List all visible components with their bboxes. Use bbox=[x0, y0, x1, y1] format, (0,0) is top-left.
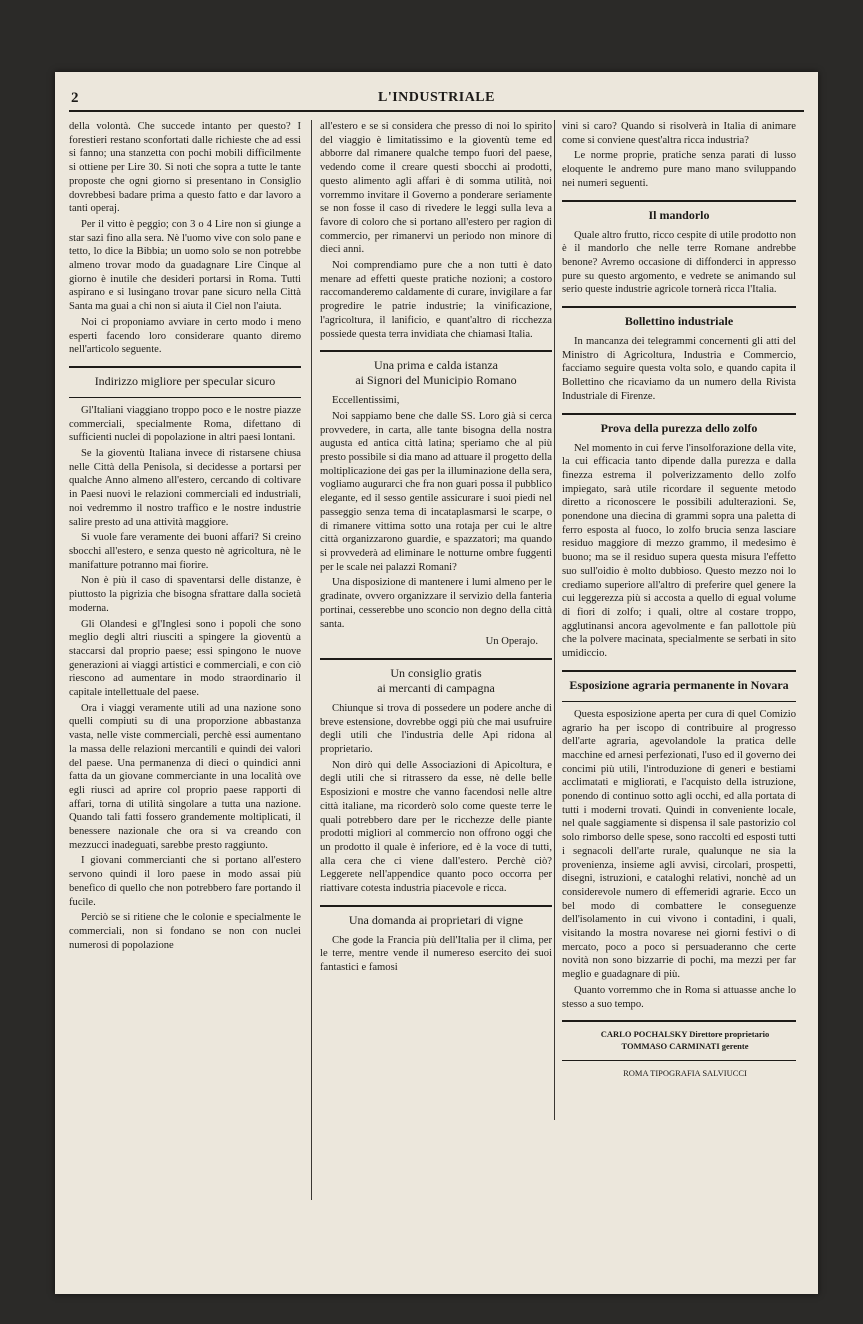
paragraph: Nel momento in cui ferve l'insolforazione della vite, la cui efficacia tanto dipende dalla purezza e dalla finezza estrema il polverizzamento dello zolfo impiegato, sarà utile ricordare il seguente metodo diretto a riconoscere le possibili adulterazioni. Se, ponendone una diecina di grammi sopra una paletta di ferro esposta al fuoco, lo zolfo brucia senza lasciare residuo maggiore di mezzo grammo, il medesimo è buono; ma se il residuo supera questa misura l'effetto suo sull'oidio è molto dubbioso. Questo mezzo noi lo crediamo superiore all'altro di preferire quel genere la cui leggerezza più si accosta a quello di egual volume di fiori di zolfo; i quali, oltre al costare troppo, agglutinansi ancora agevolmente e fan pallottole più che la polvere macinata, specialmente se serbati in sito umidiccio. bbox=[562, 442, 796, 660]
imprint-director: CARLO POCHALSKY Direttore proprietario bbox=[600, 1029, 770, 1040]
section-rule bbox=[562, 670, 796, 672]
section-rule bbox=[562, 413, 796, 415]
section-rule bbox=[320, 905, 552, 907]
column-3 bbox=[562, 120, 796, 1079]
paragraph: Se la gioventù Italiana invece di ristarsene chiusa nelle Città della Penisola, si decidesse a portarsi per qualche Anno almeno all'estero, cercando di coltivare in Paesi nuovi le relazioni commerciali ed industriali, noi vedremmo il nostro traffico e le nostre industrie salire presto ad una attività maggiore. bbox=[69, 448, 301, 528]
page-number: 2 bbox=[71, 90, 79, 106]
article-title: Una domanda ai proprietari di vigne bbox=[348, 912, 524, 927]
section-rule bbox=[562, 200, 796, 202]
paragraph: Quale altro frutto, ricco cespite di utile prodotto non è il mandorlo che nelle terre Romane andrebbe benone? Avremo occasione di diffonderci in appresso pure su questo argomento, e vedrete se animando sul serio queste industrie agricole tornerà ricca l'Italia. bbox=[562, 229, 796, 296]
paragraph: Noi ci proponiamo avviare in certo modo i meno esperti facendo loro considerare quanto diremo nell'articolo seguente. bbox=[69, 316, 301, 356]
title-line: ai Signori del Municipio Romano bbox=[355, 373, 517, 388]
paragraph: Noi comprendiamo pure che a non tutti è dato menare ad effetti queste pratiche nozioni; a costoro raccomanderemo caldamente di curare, invigilare a far progredire le patrie industrie; la vinificazione, l'agricoltura, il lanificio, e quant'altro di ricchezza possiede questa terra invidiata che chiamasi Italia. bbox=[320, 260, 552, 340]
salutation: Eccellentissimi, bbox=[332, 395, 400, 407]
section-rule bbox=[562, 306, 796, 308]
title-line: ai mercanti di campagna bbox=[377, 680, 495, 695]
paragraph: Gli Olandesi e gl'Inglesi sono i popoli che sono meglio degli altri riusciti a spingere la gioventù a staccarsi dal proprio paese; essi spingono le nuove generazioni ai viaggi artistici e commerciali, e con ciò riescono ad aumentare in modo straordinario il capitale intellettuale del paese. bbox=[69, 618, 301, 699]
paragraph: Gl'Italiani viaggiano troppo poco e le nostre piazze commerciali, specialmente Roma, difettano di sufficienti nuclei di popolazione in altri paesi lontani. bbox=[69, 404, 301, 444]
section-rule bbox=[320, 350, 552, 352]
article-title: Bollettino industriale bbox=[624, 314, 734, 329]
column-divider bbox=[311, 120, 312, 1200]
paragraph: Questa esposizione aperta per cura di quel Comizio agrario ha per iscopo di contribuire al progresso dell'arte agraria, agevolandole la pratica delle macchine ed arnesi perfezionati, l'uso ed il governo dei concimi più utili, l'introduzione di generi e bestiami acclimatati e migliorati, e l'acquisto della istruzione, ponendo di continuo sotto agli occhi, ed alla portata di tutti i moderni trovati. Quindi in conveniente locale, nel quale saggiamente si dispensa il sale pastorizio col solo rimborso delle spese, sono raccolti ed esposti tutti i segnacoli dell'arte rurale, qualunque ne sia la provenienza, insieme agli avvisi, circolari, prospetti, disegni, istruzioni, e cataloghi relativi, nonchè ad un considerevole numero di effemeridi agrarie. Ecco un bel modo di combattere le conseguenze dell'isolamento in cui vivono i contadini, i quali, visitando la mostra novarese nei giorni festivi o di mercato, poco a poco si persuaderanno che certe novità non sono bizzarrie di pochi, ma mezzi per far meglio e guadagnare di più. bbox=[562, 708, 796, 981]
article-title: Prova della purezza dello zolfo bbox=[600, 420, 758, 435]
paragraph: della volontà. Che succede intanto per questo? I forestieri restano sconfortati dalle richieste che ad essi si fanno; una stanzetta con pochi mobili difficilmente si ottiene per Lire 30. Si noti che sopra a tutte le tante proposte che ogni giorno si presentano in Consiglio dovrebbesi badare prima a questo fatto e dar lavoro a tanti operaj. bbox=[69, 121, 301, 215]
paragraph: Non è più il caso di spaventarsi delle distanze, è piuttosto la pigrizia che bisogna sfrattare dalla società moderna. bbox=[69, 575, 301, 614]
paragraph: Una disposizione di mantenere i lumi almeno per le gradinate, ovvero organizzare il servizio della fanteria portinai, cesserebbe uno sconcio non degno della città santa. bbox=[320, 577, 552, 630]
signature: Un Operajo. bbox=[485, 636, 538, 648]
newspaper-page bbox=[55, 72, 818, 1294]
paragraph: vini si caro? Quando si risolverà in Italia di animare come si conviene quest'altra ricca industria? bbox=[562, 121, 796, 146]
paragraph: Non dirò qui delle Associazioni di Apicoltura, e degli utili che si ritrassero da esse, nè delle belle Esposizioni e mostre che vanno facendosi nelle altre città italiane, ma ricorderò solo come queste terre le quali potrebbero dare per le ricchezze delle piante prodotti migliori al commercio non offrono oggi che un prodotto il quale è inferiore, ed è la voce di tutti, alla cera che ci viene dall'estero. Perchè ciò? Leggerete nell'appendice quanto poco occorra per riattivare cotesta industria piacevole e ricca. bbox=[320, 759, 552, 895]
article-title bbox=[320, 666, 552, 696]
paragraph: In mancanza dei telegrammi concernenti gli atti del Ministro di Agricoltura, Industria e Commercio, facciamo seguire questa volta solo, e quando capita il Bollettino che ricaviamo da un numero della Rivista Industriale di Firenze. bbox=[562, 336, 796, 402]
paragraph: Le norme proprie, pratiche senza parati di lusso eloquente le andremo pure mano mano sviluppando nei numeri seguenti. bbox=[562, 150, 796, 189]
imprint-printer: ROMA TIPOGRAFIA SALVIUCCI bbox=[623, 1068, 747, 1079]
section-rule bbox=[320, 658, 552, 660]
newspaper-title: L'INDUSTRIALE bbox=[378, 90, 495, 105]
paragraph: Ora i viaggi veramente utili ad una nazione sono quelli compiuti su di una proporzione abbastanza vasta, nelle viste commerciali, perchè essi aumentano la massa delle relazioni mercantili e quindi dei valori del paese. Una permanenza di dieci o quindici anni fatta da un giovane commerciante in una località ove egli riuscì ad aprire col proprio paese rapporti di affari, torna di utilità singolare a tutta una nazione. Quando tali fatti fossero grandemente moltiplicati, il benessere nazionale che ora si va creando con mezzucci inadeguati, sarebbe presto raggiunto. bbox=[69, 702, 301, 851]
article-title: Il mandorlo bbox=[648, 207, 710, 222]
paragraph: Chiunque si trova di possedere un podere anche di breve estensione, dovrebbe oggi più che mai usufruire degli utili che l'industria delle Api ridona al proprietario. bbox=[320, 702, 552, 756]
title-rule bbox=[562, 701, 796, 702]
column-divider bbox=[554, 120, 555, 1120]
column-2 bbox=[320, 120, 552, 977]
running-header bbox=[69, 90, 804, 112]
title-line: Una prima e calda istanza bbox=[374, 358, 498, 373]
paragraph: Perciò se si ritiene che le colonie e specialmente le commerciali, non si fondano se non con nuclei numerosi di popolazione bbox=[69, 912, 301, 951]
paragraph: all'estero e se si considera che presso di noi lo spirito del viaggio è limitatissimo e la gioventù teme ed abborre dal rimanere qualche tempo fuori del paese, vedendo come il creare questi sbocchi ai prodotti, questo alimento agli affari è di somma utilità, noi vorremmo invitare il Governo a ponderare seriamente se non fosse il caso di rivedere le leggi sulla leva a favore di coloro che si portano all'estero per ragion di commercio, per rimanervi un periodo non minore di dieci anni. bbox=[320, 121, 552, 256]
column-1 bbox=[69, 120, 301, 954]
paragraph: Che gode la Francia più dell'Italia per il clima, per le terre, mentre vende il numereso esercito dei suoi fantastici e famosi bbox=[320, 934, 552, 974]
footer-rule bbox=[562, 1060, 796, 1061]
imprint-manager: TOMMASO CARMINATI gerente bbox=[621, 1041, 749, 1052]
title-rule bbox=[69, 397, 301, 398]
article-title bbox=[320, 358, 552, 388]
paragraph: Si vuole fare veramente dei buoni affari? Si creino sbocchi all'estero, e senza questo nè agricoltura, nè le manifatture potranno mai fiorire. bbox=[69, 532, 301, 571]
article-title: Esposizione agraria permanente in Novara bbox=[569, 677, 789, 692]
paragraph: I giovani commercianti che si portano all'estero servono quindi il loro paese in modo assai più benefico di quello che non potrebbero fare portando il fucile. bbox=[69, 855, 301, 908]
article-title: Indirizzo migliore per specular sicuro bbox=[94, 373, 276, 388]
section-rule bbox=[562, 1020, 796, 1022]
title-line: Un consiglio gratis bbox=[390, 665, 482, 680]
section-rule bbox=[69, 366, 301, 368]
paragraph: Quanto vorremmo che in Roma si attuasse anche lo stesso a suo tempo. bbox=[562, 984, 796, 1010]
paragraph: Per il vitto è peggio; con 3 o 4 Lire non si giunge a star sazi fino alla sera. Nè l'uomo vive con solo pane e tetto, lo dice la Bibbia; un uomo solo se non potrebbe almeno trovar modo da guadagnare Lire Cinque al giorno è inutile che desideri portarsi in Roma. Tutti aspirano e si lusingano trovar pane sicuro nella Città Santa ma guai a chi non si aiuta il Ciel non l'aiuta. bbox=[69, 218, 301, 313]
paragraph: Noi sappiamo bene che dalle SS. Loro già si cerca provvedere, in carta, alle tante bisogna della nostra augusta ed antica città latina; speriamo che al più presto possibile si dia mano ad attuare il progetto della moltiplicazione dei gas per la illuminazione della sera, vogliamo augurarci che fra non guari possa il pubblico elegante, ed il sesso gentile assicurare i suoi piedi nel passeggio senza tema di incataplasmarsi le scarpe, o di rimanere vittima sotto una rotaja per cui le altre città organizzarono guardie, e spazzatori; ma quando si provvederà ad eliminare le notturne ombre fuggenti per le scale nei palazzi Romani? bbox=[320, 410, 552, 573]
